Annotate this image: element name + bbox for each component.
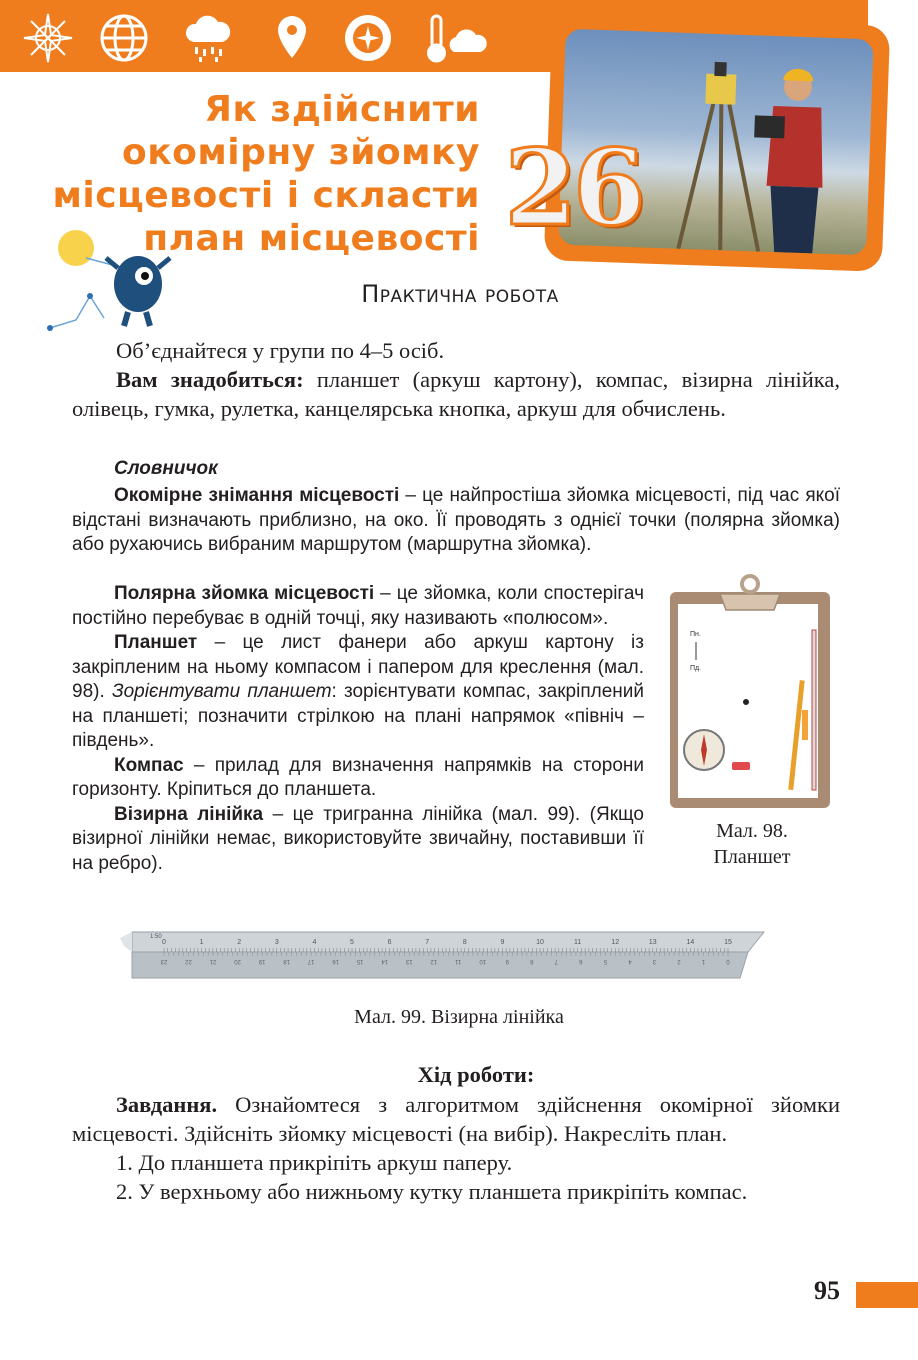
- ruler-tick-label: 7: [425, 939, 430, 946]
- ruler-tick-label: 15: [356, 958, 364, 964]
- glossary-entry: [72, 582, 644, 631]
- glossary-term: Планшет: [114, 632, 198, 653]
- ruler-tick-label: 9: [500, 939, 505, 946]
- figure-99-ruler: [116, 926, 768, 982]
- glossary-term: Полярна зйомка місцевості: [114, 583, 375, 604]
- ruler-tick-label: 0: [726, 958, 730, 964]
- ruler-tick-label: 3: [274, 939, 279, 946]
- ruler-tick-label: 23: [160, 958, 168, 964]
- wind-rose-icon: [22, 12, 74, 64]
- ruler-tick-label: 6: [579, 958, 583, 964]
- lesson-number: 26: [504, 126, 642, 249]
- ruler-tick-label: 11: [455, 958, 462, 964]
- glossary-definition: – це зйомка, коли спостерігач постійно перебуває в одній точці, яку називають «полюсом».: [72, 583, 644, 629]
- needs-text: планшет (аркуш картону), компас, візирна лінійка, олівець, гумка, рулетка, канцелярська кнопка, аркуш для обчислень.: [72, 367, 840, 421]
- glossary-term: Компас: [114, 754, 184, 776]
- ruler-tick-label: 8: [462, 939, 467, 946]
- figure-99-caption: Мал. 99. Візирна лінійка: [354, 1006, 564, 1028]
- south-label: Пд.: [690, 665, 702, 672]
- ruler-scale-label: 1:50: [150, 934, 162, 940]
- glossary-definition: – це найпростіша зйомка місцевості, під час якої відстані визначають приблизно, на око. Її проводять з однієї точки (полярна зйомка) або рухаючись вибраним маршрутом (маршрутна зйомка).: [72, 485, 840, 555]
- glossary-definition: – це тригранна лінійка (мал. 99). (Якщо візирної лінійки немає, використовуйте звичайну, поставивши її на ребро).: [72, 803, 645, 874]
- step-item: 1. До планшета прикріпіть аркуш паперу.: [116, 1150, 513, 1175]
- subtitle: Практична робота: [361, 280, 559, 308]
- groups-text: Об’єднайтеся у групи по 4–5 осіб.: [116, 338, 445, 363]
- ruler-tick-label: 10: [536, 939, 544, 946]
- ruler-tick-label: 4: [312, 939, 317, 946]
- ruler-tick-label: 21: [209, 958, 217, 964]
- topic-icons: [22, 8, 492, 68]
- location-pin-icon: [266, 12, 318, 64]
- title-line: план місцевості: [143, 218, 480, 259]
- step-item: 2. У верхньому або нижньому кутку планшета прикріпіть компас.: [116, 1179, 748, 1204]
- ruler-tick-label: 1: [701, 958, 706, 964]
- glossary-term: Візирна лінійка: [114, 803, 264, 825]
- rain-cloud-icon: [182, 12, 234, 64]
- compass-icon: [342, 12, 394, 64]
- glossary-entry: [72, 803, 644, 877]
- ruler-tick-label: 8: [530, 958, 534, 964]
- globe-icon: [98, 12, 150, 64]
- task-block: [72, 1090, 840, 1206]
- figure-98-clipboard: [662, 570, 838, 812]
- glossary-definition: : зорієнтувати компас, закріплений на планшеті; позначити стрілкою на плані напрямок «північ – південь».: [72, 681, 644, 751]
- ruler-tick-label: 10: [479, 958, 487, 964]
- caption-line: Мал. 98.: [716, 820, 788, 842]
- ruler-tick-label: 7: [554, 958, 559, 964]
- page-number-bar: [856, 1282, 918, 1308]
- ruler-tick-label: 18: [283, 958, 290, 964]
- glossary-definition: – це лист фанери або аркуш картону із закріпленим на ньому компасом і папером для креслення (мал. 98).: [72, 632, 644, 702]
- task-text: Ознайомтеся з алгоритмом здійснення окомірної зйомки місцевості. Здійсніть зйомку місцевості (на вибір). Накресліть план.: [72, 1092, 840, 1146]
- ruler-tick-label: 9: [505, 958, 509, 964]
- ruler-tick-label: 2: [677, 958, 681, 964]
- ruler-tick-label: 0: [162, 939, 166, 946]
- task-paragraph: [72, 1090, 840, 1148]
- task-label: Завдання.: [116, 1092, 218, 1117]
- glossary-definition: – прилад для визначення напрямків на сторони горизонту. Кріпиться до планшета.: [72, 754, 644, 800]
- ruler-tick-label: 20: [234, 958, 241, 964]
- north-label: Пн.: [690, 631, 701, 638]
- ruler-tick-label: 12: [430, 958, 438, 964]
- page-number: 95: [814, 1276, 840, 1305]
- ruler-tick-label: 1: [199, 939, 204, 946]
- title-line: місцевості і скласти: [52, 175, 480, 216]
- work-heading: Хід роботи:: [417, 1062, 535, 1087]
- glossary-heading: Словничок: [114, 458, 218, 479]
- ruler-tick-label: 13: [405, 958, 413, 964]
- intro-block: [72, 336, 840, 423]
- figure-98-caption: [664, 818, 840, 870]
- ruler-tick-label: 15: [724, 939, 732, 946]
- ruler-tick-label: 22: [185, 958, 192, 964]
- ruler-tick-label: 13: [648, 939, 657, 946]
- ruler-tick-label: 5: [603, 958, 608, 964]
- ruler-tick-label: 14: [686, 939, 695, 946]
- glossary-list: [72, 582, 644, 876]
- ruler-tick-label: 17: [307, 958, 315, 964]
- glossary-entry: [72, 484, 840, 558]
- needs-label: Вам знадобиться:: [116, 367, 304, 392]
- ruler-tick-label: 12: [611, 939, 620, 946]
- ruler-tick-label: 11: [573, 939, 582, 946]
- ruler-tick-label: 5: [350, 939, 354, 946]
- glossary-italic-term: Зорієнтувати планшет: [111, 681, 332, 702]
- glossary-entry: [72, 754, 644, 803]
- glossary-term: Окомірне знімання місцевості: [114, 485, 400, 506]
- caption-line: Планшет: [713, 846, 791, 868]
- ruler-tick-label: 4: [628, 958, 632, 964]
- ruler-tick-label: 16: [332, 958, 339, 964]
- needs-paragraph: [72, 365, 840, 423]
- ruler-tick-label: 14: [381, 958, 389, 964]
- ruler-tick-label: 3: [652, 958, 657, 964]
- ruler-tick-label: 6: [387, 939, 392, 946]
- thermometer-cloud-icon: [422, 12, 492, 64]
- title-line: окомірну зйомку: [121, 132, 480, 173]
- mascot-illustration: [46, 228, 176, 348]
- ruler-tick-label: 19: [258, 958, 266, 964]
- ruler-tick-label: 2: [237, 939, 242, 946]
- title-line: Як здійснити: [204, 89, 480, 130]
- glossary-entry: [72, 631, 644, 754]
